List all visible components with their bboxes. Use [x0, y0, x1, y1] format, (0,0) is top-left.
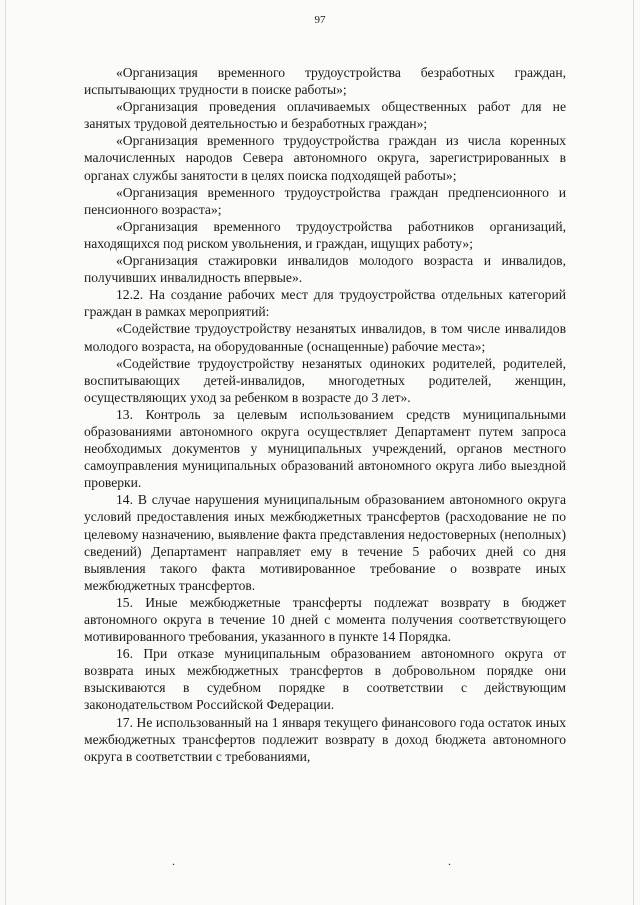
paragraph: 15. Иные межбюджетные трансферты подлежат возврату в бюджет автономного округа в течение 10 дней с момента получения соответствующего мотивированного требования, указанного в пункте 14 Порядка.: [84, 594, 566, 645]
paragraph: «Организация временного трудоустройства граждан предпенсионного и пенсионного возраста»;: [84, 184, 566, 217]
paragraph: 14. В случае нарушения муниципальным образованием автономного округа условий предоставления иных межбюджетных трансфертов (расходование не по целевому назначению, выявление факта представления недостоверных (неполных) сведений) Департамент направляет ему в течение 5 рабочих дней со дня выявления такого факта мотивированное требование о возврате иных межбюджетных трансфертов.: [84, 492, 566, 593]
paragraph: 17. Не использованный на 1 января текущего финансового года остаток иных межбюджетных трансфертов подлежит возврату в доход бюджета автономного округа в соответствии с требованиями,: [84, 714, 566, 764]
footer-mark-left: .: [172, 854, 175, 868]
paragraph: «Содействие трудоустройству незанятых одиноких родителей, родителей, воспитывающих детей-инвалидов, многодетных родителей, женщин, осуществляющих уход за ребенком в возрасте до 3 лет».: [84, 355, 566, 405]
body-text: [84, 64, 566, 765]
paragraph: «Организация стажировки инвалидов молодого возраста и инвалидов, получивших инвалидность впервые».: [84, 253, 566, 286]
paragraph: «Содействие трудоустройству незанятых инвалидов, в том числе инвалидов молодого возраста, на оборудованные (оснащенные) рабочие места»;: [84, 321, 566, 354]
scan-edge-right: [633, 0, 634, 905]
page-number: 97: [314, 14, 326, 26]
paragraph: «Организация проведения оплачиваемых общественных работ для не занятых трудовой деятельностью и безработных граждан»;: [84, 99, 566, 132]
footer-mark-right: .: [448, 854, 451, 868]
paragraph: 12.2. На создание рабочих мест для трудоустройства отдельных категорий граждан в рамках мероприятий:: [84, 287, 566, 320]
paragraph: «Организация временного трудоустройства безработных граждан, испытывающих трудности в поиске работы»;: [84, 65, 566, 98]
paragraph: «Организация временного трудоустройства работников организаций, находящихся под риском увольнения, и граждан, ищущих работу»;: [84, 218, 566, 251]
paragraph: 16. При отказе муниципальным образованием автономного округа от возврата иных межбюджетных трансфертов в добровольном порядке они взыскиваются в судебном порядке в соответствии с действующим законодательством Российской Федерации.: [84, 646, 566, 713]
paragraph: «Организация временного трудоустройства граждан из числа коренных малочисленных народов Севера автономного округа, зарегистрированных в органах службы занятости в целях поиска подходящей работы»;: [84, 133, 566, 183]
paragraph: 13. Контроль за целевым использованием средств муниципальными образованиями автономного округа осуществляет Департамент путем запроса необходимых документов у муниципальных учреждений, органов местного самоуправления муниципальных образований автономного округа либо выездной проверки.: [84, 406, 566, 491]
scan-edge-left: [5, 0, 6, 905]
